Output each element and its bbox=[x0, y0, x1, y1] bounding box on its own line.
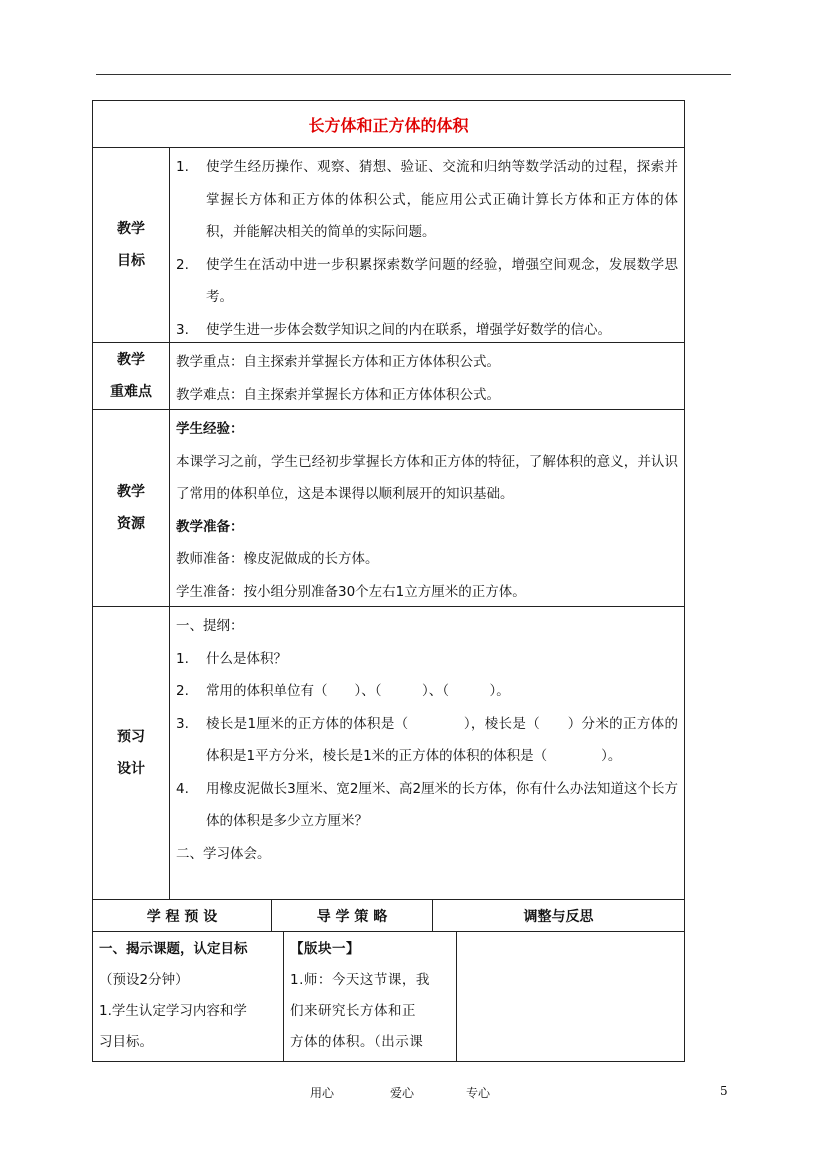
preview-item: 2. 常用的体积单位有（ ）、（ ）、（ ）。 bbox=[176, 683, 510, 699]
prep-title: 教学准备： bbox=[176, 518, 244, 535]
section-key-points-label: 教学 重难点 bbox=[93, 343, 170, 409]
guidance-strategy-cell: 【版块一】 1.师：今天这节课，我 们来研究长方体和正 方体的体积。（出示课 bbox=[284, 932, 457, 1061]
header-guidance-strategy: 导 学 策 略 bbox=[272, 900, 433, 931]
teacher-prep: 教师准备：橡皮泥做成的长方体。 bbox=[176, 551, 379, 567]
section-goals bbox=[93, 148, 684, 343]
block-heading: 【版块一】 bbox=[290, 941, 360, 957]
key-point-line: 教学重点：自主探索并掌握长方体和正方体体积公式。 bbox=[176, 354, 500, 370]
footer-motto: 专心 bbox=[466, 1086, 491, 1100]
goal-item: 1. 使学生经历操作、观察、猜想、验证、交流和归纳等数学活动的过程，探索并掌握长方体和正方体的体积公式，能应用公式正确计算长方体和正方体的体积，并能解决相关的简单的实际问题。 bbox=[176, 159, 678, 240]
preview-item: 4. 用橡皮泥做长3厘米、宽2厘米、高2厘米的长方体，你有什么办法知道这个长方体的体积是多少立方厘米？ bbox=[176, 780, 678, 829]
preview-item: 1. 什么是体积？ bbox=[176, 650, 287, 667]
document-title: 长方体和正方体的体积 bbox=[93, 101, 684, 148]
section-resources bbox=[93, 410, 684, 607]
section-resources-content bbox=[170, 410, 684, 606]
footer-motto: 爱心 bbox=[390, 1086, 415, 1100]
section-preview-content bbox=[170, 607, 684, 899]
student-prep: 学生准备：按小组分别准备30个左右1立方厘米的正方体。 bbox=[176, 583, 526, 600]
section-goals-label: 教学 目标 bbox=[93, 148, 170, 342]
header-learning-process: 学 程 预 设 bbox=[93, 900, 272, 931]
experience-title: 学生经验： bbox=[176, 421, 244, 437]
learning-process-cell: 一、揭示课题，认定目标 （预设2分钟） 1.学生认定学习内容和学 习目标。 bbox=[93, 932, 284, 1061]
adjust-reflect-cell bbox=[457, 932, 684, 1061]
section-key-points-content bbox=[170, 343, 684, 409]
goal-item: 3. 使学生进一步体会数学知识之间的内在联系，增强学好数学的信心。 bbox=[176, 321, 611, 338]
section-goals-content bbox=[170, 148, 684, 342]
section-key-points bbox=[93, 343, 684, 410]
section-preview bbox=[93, 607, 684, 900]
process-grid-body bbox=[93, 932, 684, 1061]
process-grid-header bbox=[93, 900, 684, 932]
page-number: 5 bbox=[720, 1084, 728, 1098]
experience-text: 本课学习之前，学生已经初步掌握长方体和正方体的特征，了解体积的意义，并认识了常用的体积单位，这是本课得以顺利展开的知识基础。 bbox=[176, 453, 678, 502]
preview-item: 3. 棱长是1厘米的正方体的体积是（ ），棱长是（ ）分米的正方体的体积是1平方分米，棱长是1米的正方体的体积的体积是（ ）。 bbox=[176, 715, 678, 764]
step-heading: 一、揭示课题，认定目标 bbox=[99, 941, 248, 957]
header-adjust-reflect: 调整与反思 bbox=[523, 908, 594, 925]
learning-experience-title: 二、学习体会。 bbox=[176, 845, 271, 862]
footer-motto: 用心 bbox=[310, 1086, 335, 1100]
outline-title: 一、提纲： bbox=[176, 618, 244, 634]
page-footer bbox=[0, 1084, 827, 1104]
section-resources-label: 教学 资源 bbox=[93, 410, 170, 606]
goal-item: 2. 使学生在活动中进一步积累探索数学问题的经验，增强空间观念，发展数学思考。 bbox=[176, 256, 678, 305]
header-rule bbox=[96, 74, 731, 75]
lesson-plan-table bbox=[92, 100, 685, 1062]
difficult-point-line: 教学难点：自主探索并掌握长方体和正方体体积公式。 bbox=[176, 386, 500, 403]
section-preview-label: 预习 设计 bbox=[93, 607, 170, 899]
